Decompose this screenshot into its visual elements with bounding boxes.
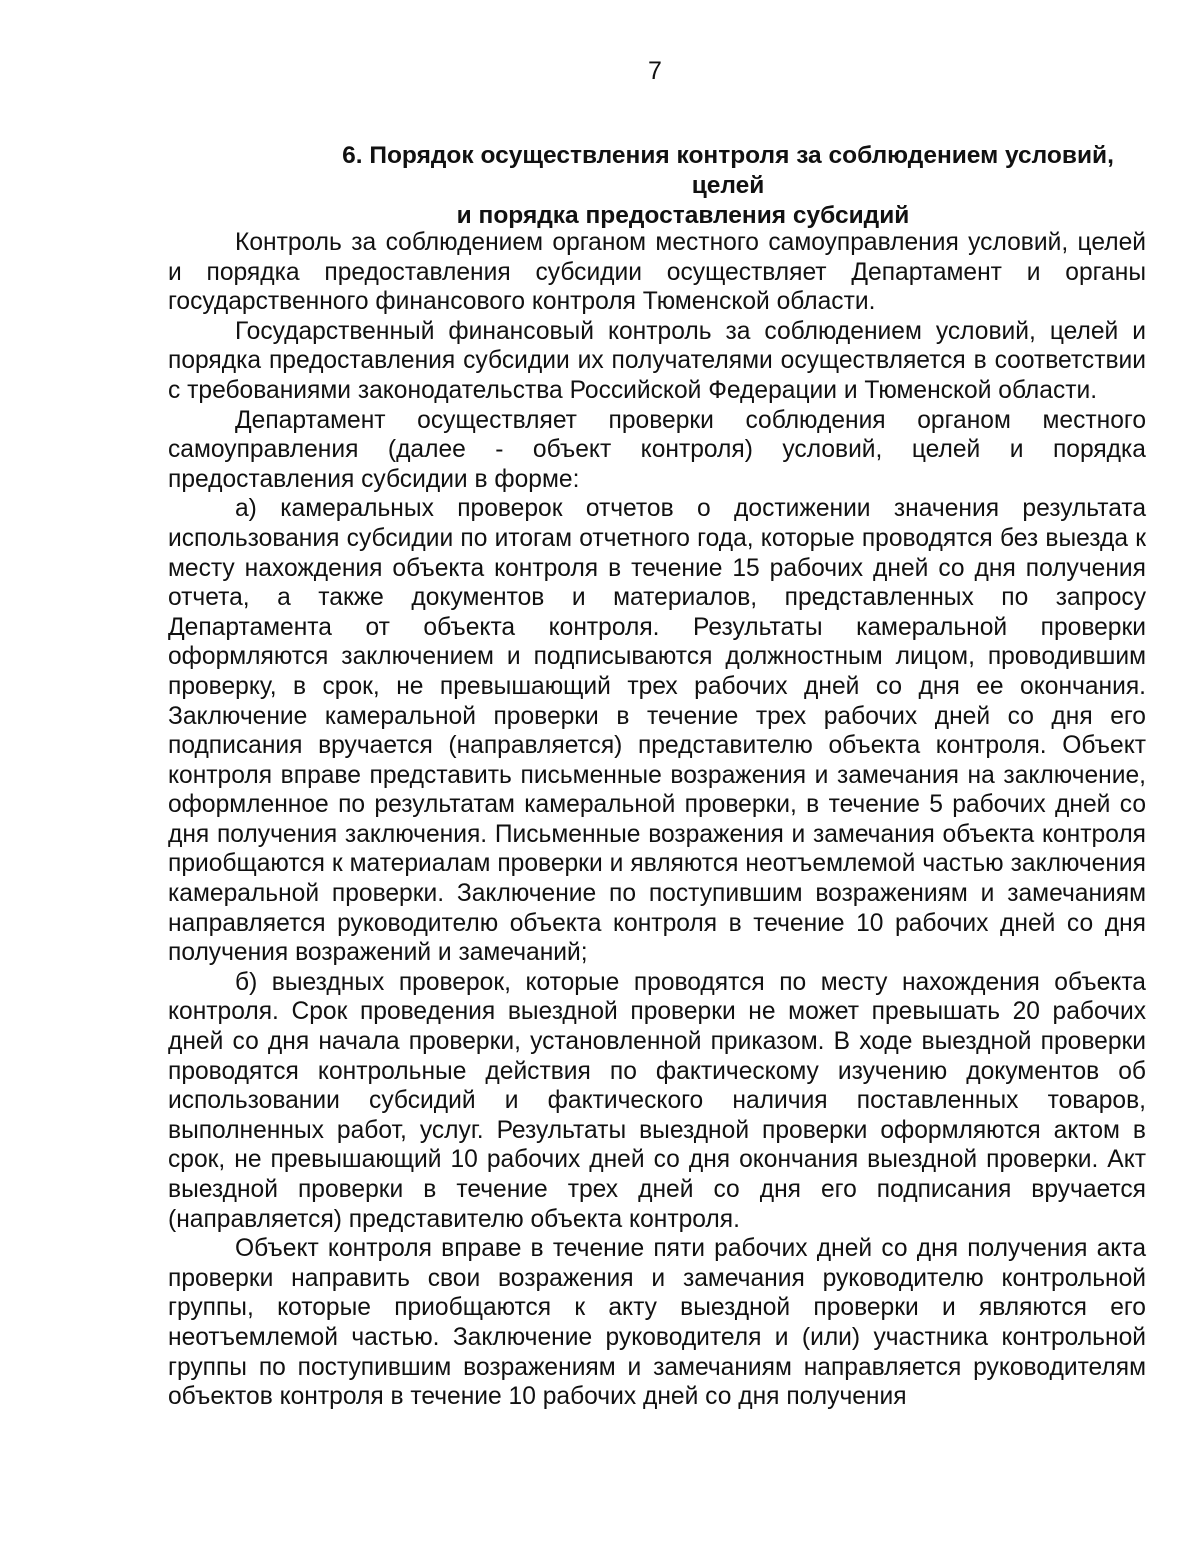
section-title-line-2: и порядка предоставления субсидий (456, 202, 910, 229)
page-number: 7 (648, 57, 662, 85)
paragraph-field-audits: б) выездных проверок, которые проводятся по месту нахождения объекта контроля. Срок проведения выездной проверки не может превышать 20 рабочих дней со дня начала проверки, установленной приказом. В ходе выездной проверки проводятся контрольные действия по фактическому изучению документов об использовании субсидий и фактического наличия поставленных товаров, выполненных работ, услуг. Результаты выездной проверки оформляются актом в срок, не превышающий 10 рабочих дней со дня окончания выездной проверки. Акт выездной проверки в течение трех дней со дня его подписания вручается (направляется) представителю объекта контроля. (168, 968, 1146, 1233)
paragraph-control-bodies: Контроль за соблюдением органом местного самоуправления условий, целей и порядка предоставления субсидии осуществляет Департамент и органы государственного финансового контроля Тюменской области. (168, 229, 1146, 316)
section-title-line-1: 6. Порядок осуществления контроля за соблюдением условий, целей (342, 142, 1114, 199)
paragraph-state-financial-control: Государственный финансовый контроль за соблюдением условий, целей и порядка предоставления субсидии их получателями осуществляется в соответствии с требованиями законодательства Российской Федерации и Тюменской области. (168, 317, 1146, 404)
paragraph-department-checks: Департамент осуществляет проверки соблюдения органом местного самоуправления (далее - объект контроля) условий, целей и порядка предоставления субсидии в форме: (168, 406, 1146, 493)
document-body (168, 228, 1146, 1412)
paragraph-desk-audits: а) камеральных проверок отчетов о достижении значения результата использования субсидии по итогам отчетного года, которые проводятся без выезда к месту нахождения объекта контроля в течение 15 рабочих дней со дня получения отчета, а также документов и материалов, представленных по запросу Департамента от объекта контроля. Результаты камеральной проверки оформляются заключением и подписываются должностным лицом, проводившим проверку, в срок, не превышающий трех рабочих дней со дня ее окончания. Заключение камеральной проверки в течение трех рабочих дней со дня его подписания вручается (направляется) представителю объекта контроля. Объект контроля вправе представить письменные возражения и замечания на заключение, оформленное по результатам камеральной проверки, в течение 5 рабочих дней со дня получения заключения. Письменные возражения и замечания объекта контроля приобщаются к материалам проверки и являются неотъемлемой частью заключения камеральной проверки. Заключение по поступившим возражениям и замечаниям направляется руководителю объекта контроля в течение 10 рабочих дней со дня получения возражений и замечаний; (168, 495, 1146, 967)
section-title (170, 141, 1146, 231)
paragraph-objections: Объект контроля вправе в течение пяти рабочих дней со дня получения акта проверки направить свои возражения и замечания руководителю контрольной группы, которые приобщаются к акту выездной проверки и являются его неотъемлемой частью. Заключение руководителя и (или) участника контрольной группы по поступившим возражениям и замечаниям направляется руководителям объектов контроля в течение 10 рабочих дней со дня получения (168, 1235, 1146, 1411)
